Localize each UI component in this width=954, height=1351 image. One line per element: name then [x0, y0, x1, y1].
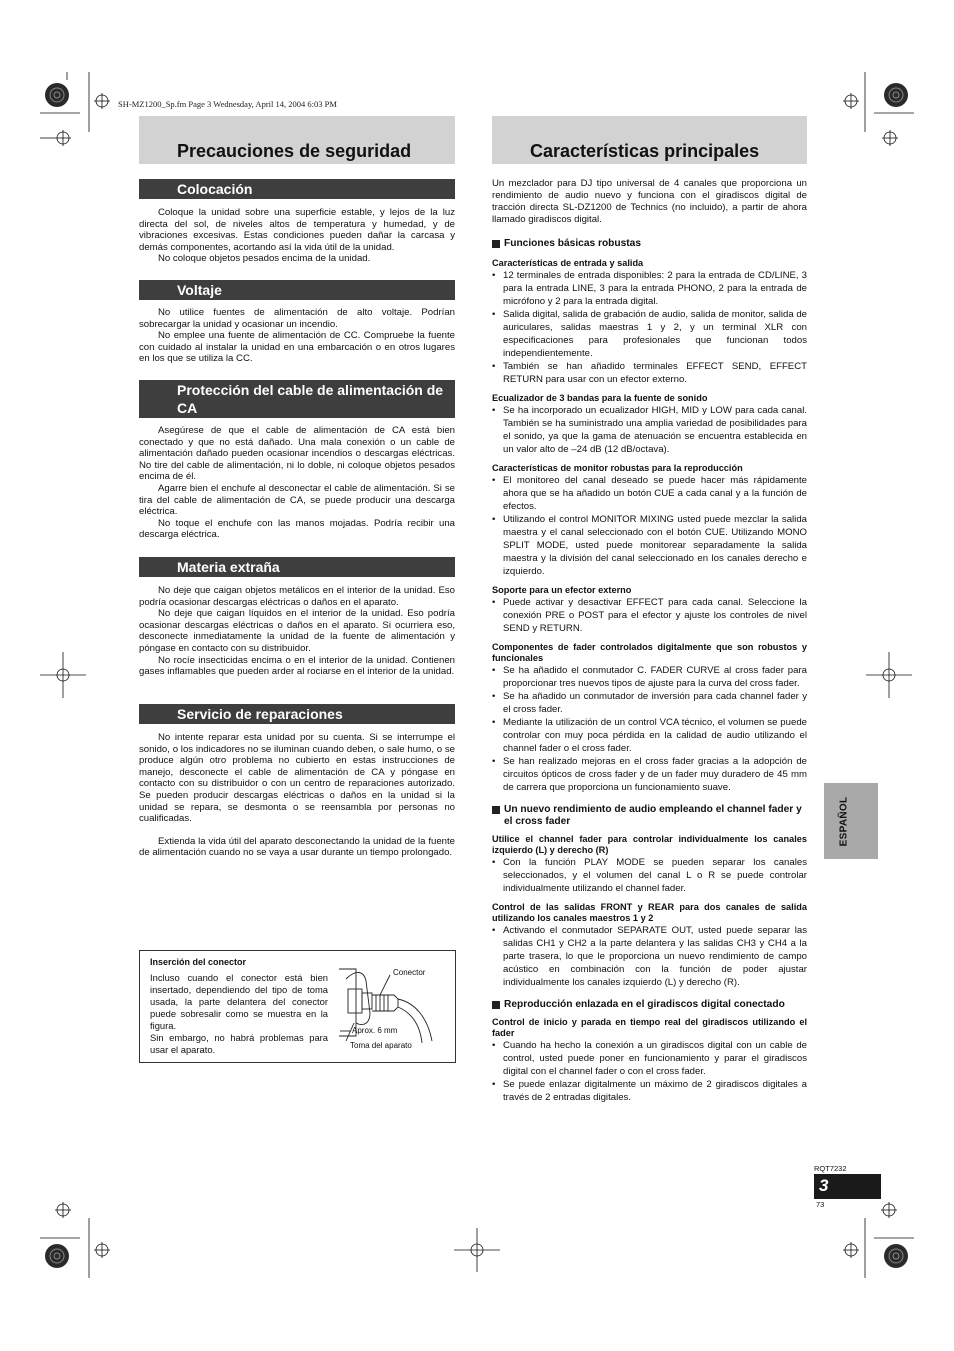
paragraph: Agarre bien el enchufe al desconectar el cable de alimentación. Si se tira del cable de alimentación de CA, se puede producir una descarga eléctrica.: [139, 482, 455, 518]
right-content: [492, 178, 807, 1104]
paragraph: Extienda la vida útil del aparato desconectando la unidad de la fuente de alimentación cuando no se vaya a usar durante un tiempo prolongado.: [139, 835, 455, 859]
language-tab-label: ESPAÑOL: [838, 796, 850, 846]
paragraph: No deje que caigan objetos metálicos en el interior de la unidad. Eso podría ocasionar descargas eléctricas o daños en el aparato.: [139, 585, 455, 608]
list-item: • Mediante la utilización de un control VCA técnico, el volumen se puede controlar con muy poca pérdida en la calidad de audio utilizando el channel fader o el cross fader.: [492, 716, 807, 755]
paragraph: No coloque objetos pesados encima de la unidad.: [158, 253, 371, 265]
crop-mark-bottom-left: [40, 1202, 110, 1278]
section-colocacion: [139, 207, 455, 265]
paragraph: No utilice fuentes de alimentación de alto voltaje. Podrían sobrecargar la unidad y ocasionar un incendio.: [139, 307, 455, 330]
paragraph: No deje que caigan líquidos en el interior de la unidad. Eso podría ocasionar descargas eléctricas o daños en el aparato. Si ocurriera eso, desconecte inmediatamente la unidad de la fuente de alimentación y póngase en contacto con su distribuidor.: [139, 608, 455, 654]
right-title-bar: [492, 116, 807, 164]
group-title: Características de entrada y salida: [492, 258, 644, 268]
list-item: • Salida digital, salida de grabación de audio, salida de monitor, salida de auriculares, salidas maestras 1 y 2, y un terminal XLR con especificaciones para profesionales que funcionan todos independientemente.: [492, 308, 807, 360]
label-conector: Conector: [393, 968, 426, 977]
group-title: Utilice el channel fader para controlar individualmente los canales izquierdo (L) y derecho (R): [492, 834, 807, 855]
registration-disc-bottom-right: [884, 1244, 908, 1268]
paragraph: No intente reparar esta unidad por su cuenta. Si se interrumpe el sonido, o los indicadores no se iluminan cuando deben, o sale humo, o se produce algún otro problema no cubierto en estas instrucciones de manejo, desconecte el cable de alimentación de CA y póngase en contacto con su distribuidor o con un centro de reparaciones autorizado. Se pueden producir descargas eléctricas o daños en la unidad si la unidad se repara, se desmonta o se reensambla por personas no cualificadas.: [139, 732, 455, 825]
right-page-title: Características principales: [530, 141, 760, 161]
list-g4: [492, 596, 807, 635]
language-tab: [824, 783, 878, 859]
heading-funciones: Funciones básicas robustas: [492, 238, 807, 250]
list-s3g1: [492, 1039, 807, 1104]
heading-materia: Materia extraña: [139, 557, 455, 577]
label-aprox: Aprox. 6 mm: [352, 1026, 398, 1035]
label-toma: Toma del aparato: [350, 1041, 412, 1050]
paragraph: No toque el enchufe con las manos mojadas. Podría recibir una descarga eléctrica.: [139, 517, 455, 541]
list-g1: [492, 269, 807, 386]
crop-mark-top-right: [843, 72, 914, 146]
paragraph: Incluso cuando el conector está bien insertado, dependiendo del tipo de toma usada, la parte delantera del conector puede sobresalir como se muestra en la figura.: [150, 972, 328, 1031]
registration-disc-bottom-left: [45, 1244, 69, 1268]
insercion-title: Inserción del conector: [150, 957, 247, 967]
group-title: Control de las salidas FRONT y REAR para dos canales de salida utilizando los canales maestros 1 y 2: [492, 902, 807, 923]
list-item: • Se ha incorporado un ecualizador HIGH, MID y LOW para cada canal. También se ha suministrado una amplia variedad de posibilidades para el sonido, ya que la gama de atenuación se encuentra establecida en un valor alto de –24 dB (12 dB/octava).: [492, 404, 807, 456]
list-item: • 12 terminales de entrada disponibles: 2 para la entrada de CD/LINE, 3 para la entrada LINE, 3 para la entrada PHONO, 2 para la entrada de micrófono y 2 para la entrada digital.: [492, 269, 807, 308]
left-title-bar: [139, 116, 455, 164]
list-g2: [492, 404, 807, 456]
list-item: • Se ha añadido un conmutador de inversión para cada channel fader y el cross fader.: [492, 690, 807, 716]
group-title: Características de monitor robustas para la reproducción: [492, 463, 743, 473]
page-number-bar: [814, 1174, 881, 1199]
registration-disc-top-left: [45, 83, 69, 107]
list-item: • Utilizando el control MONITOR MIXING usted puede mezclar la salida maestra y el canal seleccionado con el botón CUE. Utilizando MONO SPLIT MODE, usted puede monitorear separadamente la salida maestra y la división del canal seleccionado en los canales derecho e izquierdo.: [492, 513, 807, 578]
heading-reproduccion: Reproducción enlazada en el giradiscos digital conectado: [492, 999, 807, 1011]
left-page-title: Precauciones de seguridad: [177, 141, 412, 161]
list-item: • Se puede enlazar digitalmente un máximo de 2 giradiscos digitales a través de 2 entradas digitales.: [492, 1078, 807, 1104]
paragraph: Sin embargo, no habrá problemas para usar el aparato.: [150, 1032, 328, 1055]
list-s2g1: [492, 856, 807, 895]
crop-mark-top-left: [40, 72, 110, 146]
list-g3: [492, 474, 807, 578]
paragraph: Asegúrese de que el cable de alimentación de CA está bien conectado y que no está dañado. Una mala conexión o un cable de alimentación dañado pueden ocasionar incendios o descargas eléctricas. No tire del cable de alimentación, ni lo doble, ni coloque objetos pesados encima de él.: [139, 425, 455, 483]
registration-disc-top-right: [884, 83, 908, 107]
paragraph: Coloque la unidad sobre una superficie estable, y lejos de la luz directa del sol, de niveles altos de temperatura y humedad, y de vibraciones excesivas. Estas condiciones pueden dañar la carcasa y demás componentes, acortando así la vida útil de la unidad.: [139, 207, 455, 253]
paragraph: No rocíe insecticidas encima o en el interior de la unidad. Contienen gases inflamables que pueden arder al rociarse en el interior de la unidad.: [139, 654, 455, 678]
list-item: • Cuando ha hecho la conexión a un giradiscos digital con un cable de control, usted puede poner en funcionamiento y parar el giradiscos digital con el channel fader o con el cross fader.: [492, 1039, 807, 1078]
group-title: Ecualizador de 3 bandas para la fuente de sonido: [492, 393, 708, 403]
list-item: • El monitoreo del canal deseado se puede hacer más rápidamente ahora que se ha añadido un botón CUE a cada canal y a la función de efectos.: [492, 474, 807, 513]
page-number: 3: [819, 1176, 829, 1195]
list-item: • Se han realizado mejoras en el cross fader gracias a la adopción de circuitos ópticos de cross fader y de un fader muy duradero de 45 mm de carrera que proporciona un funcionamiento suave.: [492, 755, 807, 794]
page-sub-number: 73: [816, 1200, 825, 1209]
section-servicio: [139, 732, 455, 859]
crop-mark-mid-right: [866, 652, 912, 698]
heading-rendimiento: Un nuevo rendimiento de audio empleando el channel fader y el cross fader: [492, 804, 807, 828]
crop-mark-bottom-center: [454, 1228, 500, 1272]
section-cable: [139, 425, 455, 541]
list-s2g2: [492, 924, 807, 989]
intro-paragraph: Un mezclador para DJ tipo universal de 4 canales que proporciona un rendimiento de audio nuevo y funciona con el giradiscos digital de tracción directa SL-DZ1200 de Technics (no incluido), a partir de ahora llamado giradiscos digital.: [492, 178, 807, 225]
heading-cable: Protección del cable de alimentación de CA: [139, 380, 455, 418]
crop-mark-bottom-right: [843, 1202, 914, 1278]
list-item: • Puede activar y desactivar EFFECT para cada canal. Seleccione la conexión PRE o POST para el efector y ajuste los controles de nivel SEND y RETURN.: [492, 596, 807, 635]
doc-code: RQT7232: [814, 1164, 847, 1173]
list-item: • También se han añadido terminales EFFECT SEND, EFFECT RETURN para usar con un efector externo.: [492, 360, 807, 386]
heading-voltaje: Voltaje: [139, 280, 455, 300]
crop-mark-mid-left: [40, 652, 86, 698]
group-title: Control de inicio y parada en tiempo real del giradiscos utilizando el fader: [492, 1017, 807, 1038]
section-voltaje: [139, 307, 455, 365]
paragraph: No emplee una fuente de alimentación de CC. Compruebe la fuente con cuidado al instalar la unidad en una embarcación o en otros lugares en los que se utiliza la CC.: [139, 330, 455, 365]
heading-colocacion: Colocación: [139, 179, 455, 199]
list-item: • Activando el conmutador SEPARATE OUT, usted puede separar las salidas CH1 y CH2 a la parte delantera y las salidas CH3 y CH4 a la parte trasera, lo que le proporciona un nuevo rendimiento de campo acústico en combinación con la función de poder ajustar individualmente los canales izquierdo (L) y derecho (R).: [492, 924, 807, 989]
group-title: Soporte para un efector externo: [492, 585, 632, 595]
heading-servicio: Servicio de reparaciones: [139, 704, 455, 724]
insercion-box: [139, 950, 456, 1063]
group-title: Componentes de fader controlados digitalmente que son robustos y funcionales: [492, 642, 807, 663]
list-g5: [492, 664, 807, 794]
section-materia: [139, 585, 455, 678]
list-item: • Se ha añadido el conmutador C. FADER CURVE al cross fader para proporcionar tres nuevos tipos de ajuste para la curva del cross fader.: [492, 664, 807, 690]
file-info: SH-MZ1200_Sp.fm Page 3 Wednesday, April 14, 2004 6:03 PM: [118, 99, 337, 109]
list-item: • Con la función PLAY MODE se pueden separar los canales seleccionados, y el volumen del canal L o R se puede controlar individualmente utilizando el channel fader.: [492, 856, 807, 895]
